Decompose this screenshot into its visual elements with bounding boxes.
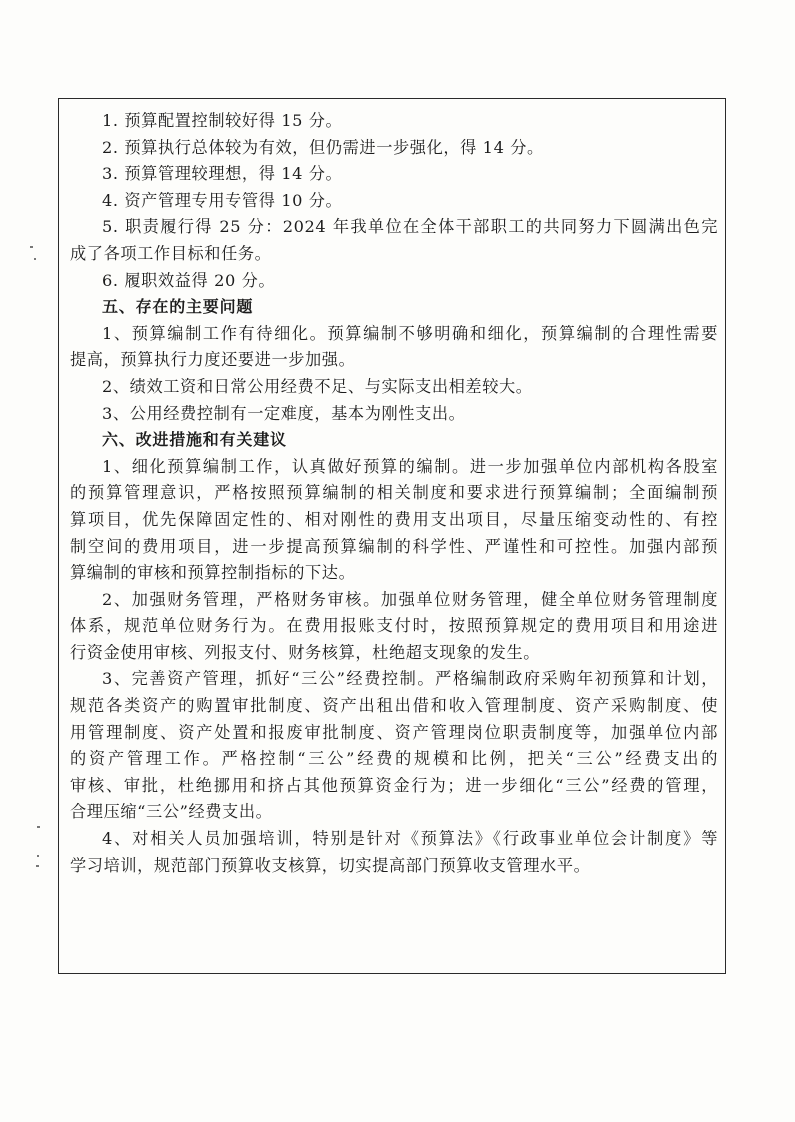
measure-2-line-1: 2、加强财务管理，严格财务审核。加强单位财务管理，健全单位财务管理制度	[102, 589, 718, 609]
measure-1-line-1: 1、细化预算编制工作，认真做好预算的编制。进一步加强单位内部机构各股室	[102, 456, 718, 476]
score-item-2: 2. 预算执行总体较为有效，但仍需进一步强化，得 14 分。	[102, 137, 544, 157]
score-item-1: 1. 预算配置控制较好得 15 分。	[102, 111, 343, 130]
score-item-6: 6. 履职效益得 20 分。	[102, 270, 276, 290]
score-item-5-line-1: 5. 职责履行得 25 分：2024 年我单位在全体干部职工的共同努力下圆满出色完	[102, 217, 718, 237]
scan-speck	[34, 258, 36, 260]
measure-3-line-1: 3、完善资产管理，抓好“三公”经费控制。严格编制政府采购年初预算和计划，	[102, 669, 718, 689]
measure-2-line-3: 行资金使用审核、列报支付、财务核算，杜绝超支现象的发生。	[70, 642, 541, 662]
problem-2: 2、绩效工资和日常公用经费不足、与实际支出相差较大。	[102, 376, 533, 396]
score-item-5-line-2: 成了各项工作目标和任务。	[70, 243, 272, 263]
scan-speck	[36, 865, 39, 867]
measure-3-line-4: 的资产管理工作。严格控制“三公”经费的规模和比例，把关“三公”经费支出的	[70, 749, 718, 769]
measure-1-line-5: 算编制的审核和预算控制指标的下达。	[70, 563, 356, 583]
measure-1-line-4: 制空间的费用项目，进一步提高预算编制的科学性、严谨性和可控性。加强内部预	[70, 536, 718, 556]
measure-1-line-3: 算项目，优先保障固定性的、相对刚性的费用支出项目，尽量压缩变动性的、有控	[70, 509, 718, 529]
scan-speck	[37, 855, 39, 857]
section-heading-problems: 五、存在的主要问题	[102, 297, 254, 317]
measure-3-line-3: 用管理制度、资产处置和报废审批制度、资产管理岗位职责制度等，加强单位内部	[70, 722, 718, 742]
measure-3-line-2: 规范各类资产的购置审批制度、资产出租出借和收入管理制度、资产采购制度、使	[70, 696, 718, 716]
score-item-4: 4. 资产管理专用专管得 10 分。	[102, 190, 343, 210]
measure-1-line-2: 的预算管理意识，严格按照预算编制的相关制度和要求进行预算编制；全面编制预	[70, 483, 718, 503]
problem-1-line-2: 提高，预算执行力度还要进一步加强。	[70, 350, 356, 370]
scan-speck	[30, 246, 33, 248]
section-heading-measures: 六、改进措施和有关建议	[102, 430, 287, 450]
scan-speck	[37, 826, 40, 828]
problem-3: 3、公用经费控制有一定难度，基本为刚性支出。	[102, 403, 466, 423]
measure-3-line-6: 合理压缩“三公”经费支出。	[70, 802, 273, 822]
measure-2-line-2: 体系，规范单位财务行为。在费用报账支付时，按照预算规定的费用项目和用途进	[70, 616, 718, 636]
measure-3-line-5: 审核、审批，杜绝挪用和挤占其他预算资金行为；进一步细化“三公”经费的管理，	[70, 775, 718, 795]
measure-4-line-2: 学习培训，规范部门预算收支核算，切实提高部门预算收支管理水平。	[70, 855, 591, 875]
measure-4-line-1: 4、对相关人员加强培训，特别是针对《预算法》《行政事业单位会计制度》等	[102, 829, 718, 849]
score-item-3: 3. 预算管理较理想，得 14 分。	[102, 164, 343, 184]
document-body	[70, 108, 718, 879]
problem-1-line-1: 1、预算编制工作有待细化。预算编制不够明确和细化，预算编制的合理性需要	[102, 323, 718, 343]
